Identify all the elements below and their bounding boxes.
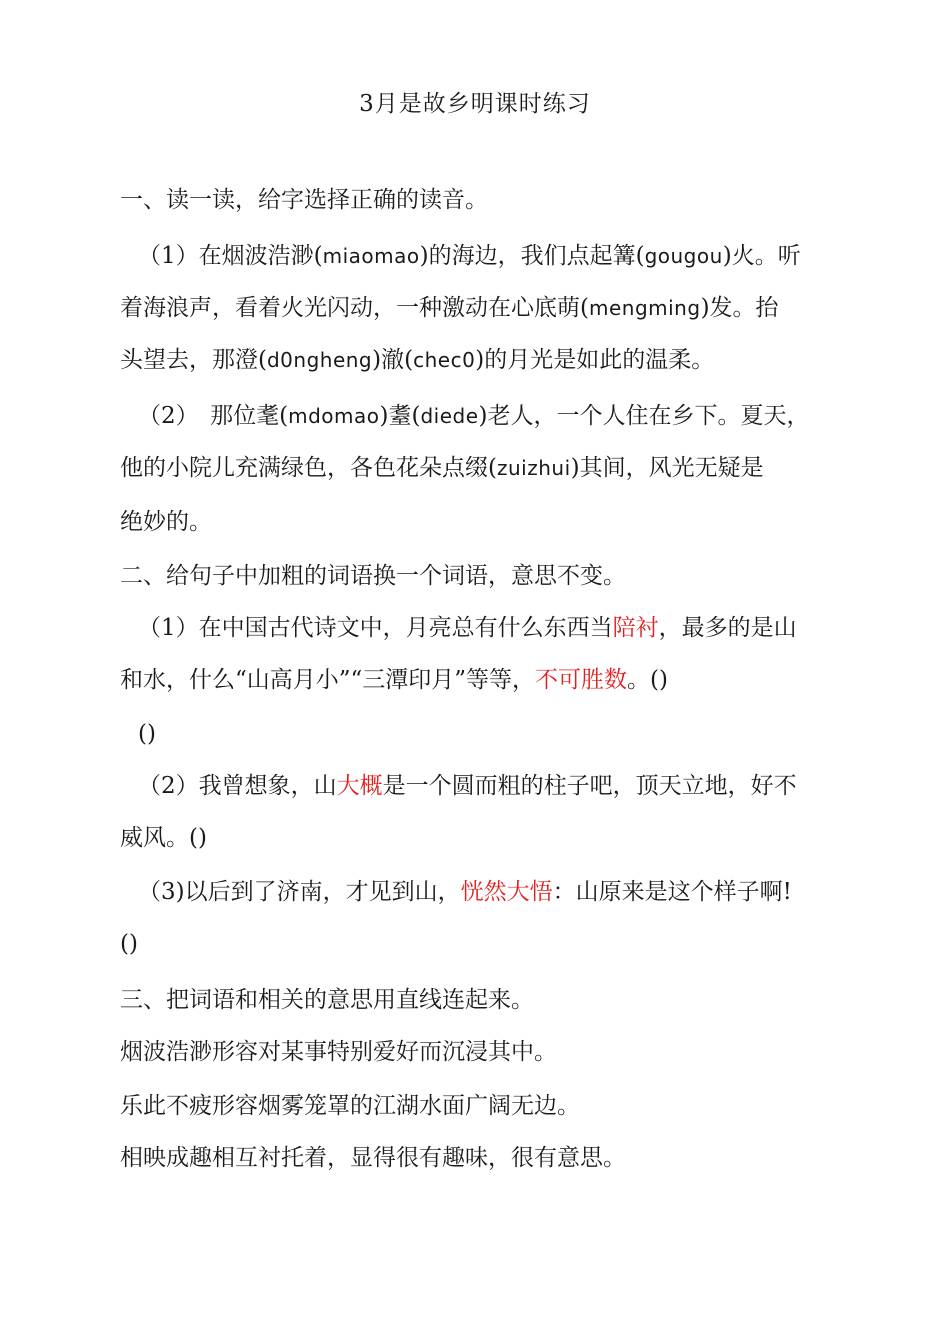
- section2-heading: 二、给句子中加粗的词语换一个词语，意思不变。: [120, 563, 626, 589]
- pinyin-option: d0ngheng: [266, 348, 373, 372]
- highlighted-word: 不可胜数: [535, 667, 628, 693]
- pinyin-option: zuizhui: [496, 456, 571, 480]
- highlighted-word: 陪衬: [612, 615, 659, 641]
- pinyin-option: chec0: [413, 348, 476, 372]
- section1-q1-line2: 着海浪声，看着火光闪动，一种激动在心底萌(mengming)发。抬: [120, 295, 779, 321]
- section3-heading: 三、把词语和相关的意思用直线连起来。: [120, 987, 534, 1013]
- section1-q1-line1: （1）在烟波浩渺(miaomao)的海边，我们点起篝(gougou)火。听: [138, 243, 801, 269]
- pinyin-option: mengming: [588, 296, 701, 320]
- matching-row: 烟波浩渺形容对某事特别爱好而沉浸其中。: [120, 1039, 557, 1065]
- section1-q2-line3: 绝妙的。: [120, 509, 212, 535]
- matching-row: 乐此不疲形容烟雾笼罩的江湖水面广阔无边。: [120, 1093, 580, 1119]
- section2-q1-line2: 和水，什么“山高月小”“三潭印月”等等，不可胜数。(): [120, 667, 668, 693]
- matching-row: 相映成趣相互衬托着，显得很有趣味，很有意思。: [120, 1145, 626, 1171]
- section2-q2-line1: （2）我曾想象，山大概是一个圆而粗的柱子吧，顶天立地，好不: [138, 773, 797, 799]
- section1-q1-line3: 头望去，那澄(d0ngheng)澈(chec0)的月光是如此的温柔。: [120, 347, 715, 373]
- section1-q2-line2: 他的小院儿充满绿色，各色花朵点缀(zuizhui)其间，风光无疑是: [120, 455, 764, 481]
- pinyin-option: mdomao: [288, 404, 380, 428]
- highlighted-word: 大概: [336, 773, 383, 799]
- answer-blank: (): [120, 931, 138, 957]
- section1-heading: 一、读一读，给字选择正确的读音。: [120, 187, 488, 213]
- section2-q1-line1: （1）在中国古代诗文中，月亮总有什么东西当陪衬，最多的是山: [138, 615, 797, 641]
- pinyin-option: miaomao: [322, 244, 420, 268]
- section2-q3-line1: （3)以后到了济南，才见到山，恍然大悟：山原来是这个样子啊!: [138, 879, 792, 905]
- section1-q2-line1: （2） 那位耄(mdomao)耋(diede)老人，一个人住在乡下。夏天，: [138, 403, 810, 429]
- page-title: 3月是故乡明课时练习: [359, 91, 591, 117]
- pinyin-option: diede: [420, 404, 479, 428]
- pinyin-option: gougou: [644, 244, 723, 268]
- answer-blank: (): [138, 721, 156, 747]
- section2-q2-line2: 威风。(): [120, 825, 207, 851]
- highlighted-word: 恍然大悟: [460, 879, 553, 905]
